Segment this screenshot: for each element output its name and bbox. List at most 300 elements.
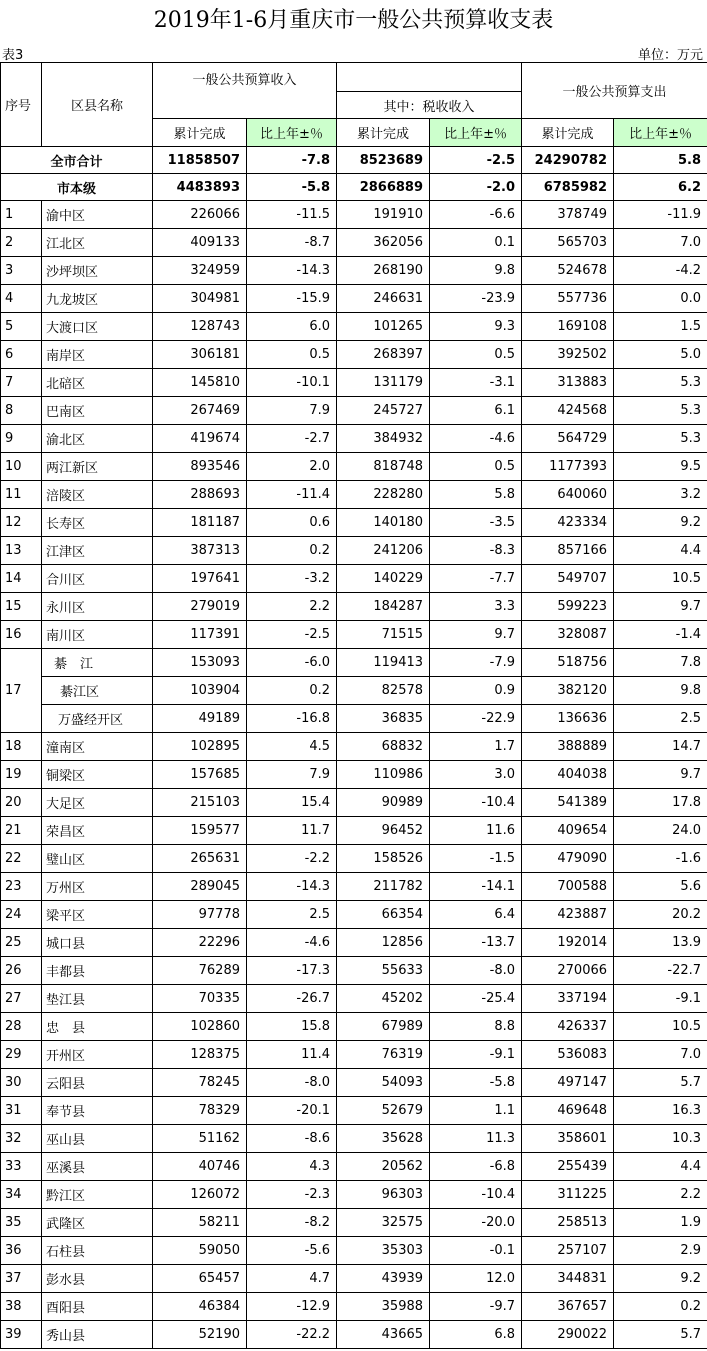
rev-yoy-value: -16.8 bbox=[247, 705, 337, 733]
tax-value: 246631 bbox=[337, 285, 430, 313]
exp-yoy-value: 5.7 bbox=[614, 1069, 707, 1097]
tax-value: 818748 bbox=[337, 453, 430, 481]
exp-yoy-value: 9.5 bbox=[614, 453, 707, 481]
table-row bbox=[1, 705, 707, 733]
tax-value: 268397 bbox=[337, 341, 430, 369]
exp-value: 857166 bbox=[522, 537, 614, 565]
rev-yoy-value: -15.9 bbox=[247, 285, 337, 313]
exp-yoy-value: 0.0 bbox=[614, 285, 707, 313]
table-row bbox=[1, 369, 707, 397]
tax-yoy-value: -6.8 bbox=[430, 1153, 522, 1181]
rev-value: 197641 bbox=[153, 565, 247, 593]
row-seq: 2 bbox=[1, 229, 42, 257]
tax-yoy-value: 0.1 bbox=[430, 229, 522, 257]
table-row bbox=[1, 341, 707, 369]
rev-value: 893546 bbox=[153, 453, 247, 481]
table-row bbox=[1, 1181, 707, 1209]
page-title: 2019年1-6月重庆市一般公共预算收支表 bbox=[153, 8, 554, 33]
tax-value: 43665 bbox=[337, 1321, 430, 1349]
exp-yoy-value: 5.3 bbox=[614, 425, 707, 453]
row-name: 开州区 bbox=[42, 1041, 153, 1069]
rev-yoy-value: 7.9 bbox=[247, 761, 337, 789]
row-seq: 16 bbox=[1, 621, 42, 649]
tax-yoy-value: -25.4 bbox=[430, 985, 522, 1013]
exp-yoy-value: 7.8 bbox=[614, 649, 707, 677]
exp-yoy-value: -22.7 bbox=[614, 957, 707, 985]
rev-value: 46384 bbox=[153, 1293, 247, 1321]
exp-yoy-value: 5.3 bbox=[614, 369, 707, 397]
rev-yoy-value: -10.1 bbox=[247, 369, 337, 397]
tax-value: 228280 bbox=[337, 481, 430, 509]
tax-value: 36835 bbox=[337, 705, 430, 733]
rev-yoy-value: -7.8 bbox=[247, 147, 337, 174]
exp-yoy-value: 7.0 bbox=[614, 1041, 707, 1069]
tax-yoy-value: -10.4 bbox=[430, 789, 522, 817]
row-seq: 17 bbox=[1, 649, 42, 733]
row-name: 涪陵区 bbox=[42, 481, 153, 509]
tax-value: 158526 bbox=[337, 845, 430, 873]
row-name: 城口县 bbox=[42, 929, 153, 957]
rev-value: 306181 bbox=[153, 341, 247, 369]
row-seq: 14 bbox=[1, 565, 42, 593]
tax-value: 90989 bbox=[337, 789, 430, 817]
rev-yoy-value: -5.6 bbox=[247, 1237, 337, 1265]
exp-value: 518756 bbox=[522, 649, 614, 677]
tax-value: 268190 bbox=[337, 257, 430, 285]
row-seq: 8 bbox=[1, 397, 42, 425]
rev-yoy-value: -22.2 bbox=[247, 1321, 337, 1349]
table-row bbox=[1, 481, 707, 509]
exp-value: 270066 bbox=[522, 957, 614, 985]
row-name: 綦江区 bbox=[42, 677, 153, 705]
row-seq: 32 bbox=[1, 1125, 42, 1153]
tax-value: 66354 bbox=[337, 901, 430, 929]
rev-yoy-value: -2.7 bbox=[247, 425, 337, 453]
exp-value: 565703 bbox=[522, 229, 614, 257]
rev-value: 70335 bbox=[153, 985, 247, 1013]
exp-value: 469648 bbox=[522, 1097, 614, 1125]
tax-value: 52679 bbox=[337, 1097, 430, 1125]
tax-value: 76319 bbox=[337, 1041, 430, 1069]
row-name: 武隆区 bbox=[42, 1209, 153, 1237]
table-row bbox=[1, 929, 707, 957]
exp-value: 136636 bbox=[522, 705, 614, 733]
table-row bbox=[1, 761, 707, 789]
table-row bbox=[1, 789, 707, 817]
row-name: 垫江县 bbox=[42, 985, 153, 1013]
rev-yoy-value: -12.9 bbox=[247, 1293, 337, 1321]
row-seq: 25 bbox=[1, 929, 42, 957]
table-row bbox=[1, 565, 707, 593]
tax-yoy-value: -7.7 bbox=[430, 565, 522, 593]
rev-value: 126072 bbox=[153, 1181, 247, 1209]
rev-value: 265631 bbox=[153, 845, 247, 873]
rev-value: 76289 bbox=[153, 957, 247, 985]
table-number: 表3 bbox=[2, 48, 24, 63]
rev-yoy-value: -8.6 bbox=[247, 1125, 337, 1153]
row-seq: 29 bbox=[1, 1041, 42, 1069]
district-rows-continued bbox=[1, 733, 707, 1349]
row-name: 大足区 bbox=[42, 789, 153, 817]
tax-yoy-value: -9.7 bbox=[430, 1293, 522, 1321]
exp-value: 337194 bbox=[522, 985, 614, 1013]
rev-yoy-value: 6.0 bbox=[247, 313, 337, 341]
tax-value: 32575 bbox=[337, 1209, 430, 1237]
exp-yoy-value: 7.0 bbox=[614, 229, 707, 257]
tax-value: 96452 bbox=[337, 817, 430, 845]
row-seq: 15 bbox=[1, 593, 42, 621]
tax-value: 55633 bbox=[337, 957, 430, 985]
table-row bbox=[1, 817, 707, 845]
exp-value: 367657 bbox=[522, 1293, 614, 1321]
exp-value: 404038 bbox=[522, 761, 614, 789]
rev-value: 58211 bbox=[153, 1209, 247, 1237]
exp-value: 328087 bbox=[522, 621, 614, 649]
tax-yoy-value: 11.3 bbox=[430, 1125, 522, 1153]
table-row bbox=[1, 733, 707, 761]
row-name: 石柱县 bbox=[42, 1237, 153, 1265]
exp-value: 423334 bbox=[522, 509, 614, 537]
tax-yoy-value: 9.3 bbox=[430, 313, 522, 341]
tax-value: 54093 bbox=[337, 1069, 430, 1097]
rev-value: 49189 bbox=[153, 705, 247, 733]
row-seq: 4 bbox=[1, 285, 42, 313]
row-seq: 11 bbox=[1, 481, 42, 509]
exp-value: 290022 bbox=[522, 1321, 614, 1349]
rev-yoy-value: -2.2 bbox=[247, 845, 337, 873]
rev-value: 181187 bbox=[153, 509, 247, 537]
row-seq: 34 bbox=[1, 1181, 42, 1209]
rev-yoy-value: -2.5 bbox=[247, 621, 337, 649]
exp-value: 536083 bbox=[522, 1041, 614, 1069]
tax-value: 140229 bbox=[337, 565, 430, 593]
tax-yoy-value: 6.1 bbox=[430, 397, 522, 425]
row-name: 江北区 bbox=[42, 229, 153, 257]
rev-value: 103904 bbox=[153, 677, 247, 705]
exp-yoy-value: 5.7 bbox=[614, 1321, 707, 1349]
table-row bbox=[1, 509, 707, 537]
exp-yoy-value: 5.0 bbox=[614, 341, 707, 369]
row-seq: 1 bbox=[1, 201, 42, 229]
exp-yoy-value: 4.4 bbox=[614, 537, 707, 565]
exp-yoy-value: -1.6 bbox=[614, 845, 707, 873]
table-row bbox=[1, 257, 707, 285]
rev-yoy-value: -20.1 bbox=[247, 1097, 337, 1125]
row-seq: 33 bbox=[1, 1153, 42, 1181]
tax-value: 96303 bbox=[337, 1181, 430, 1209]
header-revenue: 一般公共预算收入 bbox=[153, 63, 337, 119]
rev-yoy-value: -8.2 bbox=[247, 1209, 337, 1237]
exp-yoy-value: 4.4 bbox=[614, 1153, 707, 1181]
tax-yoy-value: -13.7 bbox=[430, 929, 522, 957]
exp-value: 358601 bbox=[522, 1125, 614, 1153]
rev-value: 78245 bbox=[153, 1069, 247, 1097]
tax-yoy-value: -1.5 bbox=[430, 845, 522, 873]
exp-value: 479090 bbox=[522, 845, 614, 873]
row-seq: 24 bbox=[1, 901, 42, 929]
tax-value: 35628 bbox=[337, 1125, 430, 1153]
table-row bbox=[1, 1209, 707, 1237]
exp-yoy-value: 17.8 bbox=[614, 789, 707, 817]
exp-yoy-value: 2.9 bbox=[614, 1237, 707, 1265]
rev-value: 279019 bbox=[153, 593, 247, 621]
table-row bbox=[1, 1265, 707, 1293]
exp-value: 564729 bbox=[522, 425, 614, 453]
exp-yoy-value: -9.1 bbox=[614, 985, 707, 1013]
tax-yoy-value: 5.8 bbox=[430, 481, 522, 509]
exp-yoy-value: 3.2 bbox=[614, 481, 707, 509]
row-name: 璧山区 bbox=[42, 845, 153, 873]
tax-value: 68832 bbox=[337, 733, 430, 761]
row-seq: 38 bbox=[1, 1293, 42, 1321]
exp-yoy-value: 5.3 bbox=[614, 397, 707, 425]
tax-value: 45202 bbox=[337, 985, 430, 1013]
row-name: 北碚区 bbox=[42, 369, 153, 397]
exp-value: 700588 bbox=[522, 873, 614, 901]
tax-yoy-value: 12.0 bbox=[430, 1265, 522, 1293]
row-name: 南岸区 bbox=[42, 341, 153, 369]
table-row bbox=[1, 1069, 707, 1097]
tax-yoy-value: 8.8 bbox=[430, 1013, 522, 1041]
row-name: 云阳县 bbox=[42, 1069, 153, 1097]
row-name: 长寿区 bbox=[42, 509, 153, 537]
row-name: 大渡口区 bbox=[42, 313, 153, 341]
tax-yoy-value: -2.0 bbox=[430, 174, 522, 201]
row-name: 两江新区 bbox=[42, 453, 153, 481]
rev-value: 40746 bbox=[153, 1153, 247, 1181]
exp-yoy-value: 9.8 bbox=[614, 677, 707, 705]
row-name: 巫山县 bbox=[42, 1125, 153, 1153]
rev-value: 102895 bbox=[153, 733, 247, 761]
tax-value: 82578 bbox=[337, 677, 430, 705]
tax-yoy-value: -8.3 bbox=[430, 537, 522, 565]
tax-yoy-value: -23.9 bbox=[430, 285, 522, 313]
tax-value: 131179 bbox=[337, 369, 430, 397]
table-row bbox=[1, 313, 707, 341]
rev-yoy-value: -14.3 bbox=[247, 257, 337, 285]
district-rows bbox=[1, 201, 707, 649]
rev-yoy-value: -8.0 bbox=[247, 1069, 337, 1097]
row-name: 秀山县 bbox=[42, 1321, 153, 1349]
exp-value: 549707 bbox=[522, 565, 614, 593]
tax-value: 119413 bbox=[337, 649, 430, 677]
tax-value: 35988 bbox=[337, 1293, 430, 1321]
row-name: 綦 江 bbox=[42, 649, 153, 677]
row-seq: 3 bbox=[1, 257, 42, 285]
header-expenditure: 一般公共预算支出 bbox=[522, 63, 707, 119]
exp-yoy-value: -4.2 bbox=[614, 257, 707, 285]
header-tax-spacer bbox=[337, 63, 522, 92]
rev-value: 4483893 bbox=[153, 174, 247, 201]
tax-yoy-value: -3.5 bbox=[430, 509, 522, 537]
tax-yoy-value: 6.8 bbox=[430, 1321, 522, 1349]
rev-yoy-value: 15.4 bbox=[247, 789, 337, 817]
header-region: 区县名称 bbox=[42, 63, 153, 147]
table-row bbox=[1, 1041, 707, 1069]
exp-value: 313883 bbox=[522, 369, 614, 397]
row-name: 合川区 bbox=[42, 565, 153, 593]
tax-value: 362056 bbox=[337, 229, 430, 257]
row-seq: 30 bbox=[1, 1069, 42, 1097]
exp-yoy-value: -11.9 bbox=[614, 201, 707, 229]
tax-value: 12856 bbox=[337, 929, 430, 957]
tax-value: 71515 bbox=[337, 621, 430, 649]
summary-row-total bbox=[1, 147, 707, 174]
row-seq: 22 bbox=[1, 845, 42, 873]
tax-value: 245727 bbox=[337, 397, 430, 425]
header-exp-yoy: 比上年±％ bbox=[614, 119, 707, 147]
tax-yoy-value: -22.9 bbox=[430, 705, 522, 733]
rev-yoy-value: 0.5 bbox=[247, 341, 337, 369]
rev-value: 128375 bbox=[153, 1041, 247, 1069]
exp-yoy-value: 20.2 bbox=[614, 901, 707, 929]
row-name: 忠 县 bbox=[42, 1013, 153, 1041]
exp-yoy-value: 14.7 bbox=[614, 733, 707, 761]
row-seq: 18 bbox=[1, 733, 42, 761]
rev-yoy-value: 11.4 bbox=[247, 1041, 337, 1069]
row-name: 彭水县 bbox=[42, 1265, 153, 1293]
rev-yoy-value: -8.7 bbox=[247, 229, 337, 257]
header-tax-of-which: 其中：税收收入 bbox=[337, 92, 522, 119]
tax-value: 35303 bbox=[337, 1237, 430, 1265]
row-name: 南川区 bbox=[42, 621, 153, 649]
rev-value: 78329 bbox=[153, 1097, 247, 1125]
row-name: 万盛经开区 bbox=[42, 705, 153, 733]
row-seq: 19 bbox=[1, 761, 42, 789]
table-row bbox=[1, 845, 707, 873]
exp-value: 424568 bbox=[522, 397, 614, 425]
exp-yoy-value: -1.4 bbox=[614, 621, 707, 649]
row-seq: 10 bbox=[1, 453, 42, 481]
row-seq: 12 bbox=[1, 509, 42, 537]
rev-yoy-value: 2.5 bbox=[247, 901, 337, 929]
exp-yoy-value: 13.9 bbox=[614, 929, 707, 957]
row-name: 巴南区 bbox=[42, 397, 153, 425]
exp-yoy-value: 10.5 bbox=[614, 1013, 707, 1041]
rev-value: 304981 bbox=[153, 285, 247, 313]
rev-yoy-value: 4.7 bbox=[247, 1265, 337, 1293]
table-row bbox=[1, 453, 707, 481]
rev-yoy-value: 4.5 bbox=[247, 733, 337, 761]
rev-value: 226066 bbox=[153, 201, 247, 229]
tax-value: 384932 bbox=[337, 425, 430, 453]
table-row bbox=[1, 229, 707, 257]
table-row bbox=[1, 1097, 707, 1125]
rev-yoy-value: -6.0 bbox=[247, 649, 337, 677]
district-group-17 bbox=[1, 649, 707, 733]
rev-value: 157685 bbox=[153, 761, 247, 789]
row-name: 梁平区 bbox=[42, 901, 153, 929]
exp-yoy-value: 5.8 bbox=[614, 147, 707, 174]
exp-value: 392502 bbox=[522, 341, 614, 369]
rev-value: 65457 bbox=[153, 1265, 247, 1293]
rev-value: 22296 bbox=[153, 929, 247, 957]
rev-yoy-value: -5.8 bbox=[247, 174, 337, 201]
table-row bbox=[1, 1125, 707, 1153]
tax-yoy-value: 0.5 bbox=[430, 341, 522, 369]
rev-yoy-value: 0.2 bbox=[247, 537, 337, 565]
exp-value: 255439 bbox=[522, 1153, 614, 1181]
rev-value: 289045 bbox=[153, 873, 247, 901]
tax-value: 184287 bbox=[337, 593, 430, 621]
rev-value: 288693 bbox=[153, 481, 247, 509]
exp-value: 557736 bbox=[522, 285, 614, 313]
rev-value: 97778 bbox=[153, 901, 247, 929]
table-row bbox=[1, 397, 707, 425]
row-seq: 6 bbox=[1, 341, 42, 369]
exp-value: 1177393 bbox=[522, 453, 614, 481]
row-name: 江津区 bbox=[42, 537, 153, 565]
table-row bbox=[1, 1013, 707, 1041]
budget-table bbox=[0, 62, 707, 1349]
tax-yoy-value: -8.0 bbox=[430, 957, 522, 985]
tax-yoy-value: -20.0 bbox=[430, 1209, 522, 1237]
table-row bbox=[1, 985, 707, 1013]
table-row bbox=[1, 201, 707, 229]
exp-yoy-value: 6.2 bbox=[614, 174, 707, 201]
tax-yoy-value: 3.3 bbox=[430, 593, 522, 621]
exp-value: 192014 bbox=[522, 929, 614, 957]
rev-value: 51162 bbox=[153, 1125, 247, 1153]
exp-yoy-value: 9.7 bbox=[614, 593, 707, 621]
exp-value: 169108 bbox=[522, 313, 614, 341]
table-header bbox=[1, 63, 707, 147]
rev-yoy-value: -4.6 bbox=[247, 929, 337, 957]
exp-value: 409654 bbox=[522, 817, 614, 845]
tax-yoy-value: 1.1 bbox=[430, 1097, 522, 1125]
row-name: 酉阳县 bbox=[42, 1293, 153, 1321]
row-seq: 20 bbox=[1, 789, 42, 817]
row-seq: 13 bbox=[1, 537, 42, 565]
rev-yoy-value: -14.3 bbox=[247, 873, 337, 901]
tax-value: 241206 bbox=[337, 537, 430, 565]
rev-yoy-value: 7.9 bbox=[247, 397, 337, 425]
exp-yoy-value: 9.2 bbox=[614, 509, 707, 537]
rev-yoy-value: -11.4 bbox=[247, 481, 337, 509]
summary-name: 全市合计 bbox=[1, 147, 153, 174]
tax-value: 2866889 bbox=[337, 174, 430, 201]
tax-value: 20562 bbox=[337, 1153, 430, 1181]
tax-value: 211782 bbox=[337, 873, 430, 901]
exp-value: 541389 bbox=[522, 789, 614, 817]
row-seq: 5 bbox=[1, 313, 42, 341]
rev-value: 52190 bbox=[153, 1321, 247, 1349]
rev-yoy-value: 11.7 bbox=[247, 817, 337, 845]
tax-yoy-value: 0.5 bbox=[430, 453, 522, 481]
exp-value: 378749 bbox=[522, 201, 614, 229]
table-row bbox=[1, 901, 707, 929]
tax-yoy-value: -3.1 bbox=[430, 369, 522, 397]
row-name: 渝中区 bbox=[42, 201, 153, 229]
tax-yoy-value: 1.7 bbox=[430, 733, 522, 761]
header-rev-yoy: 比上年±％ bbox=[247, 119, 337, 147]
exp-value: 423887 bbox=[522, 901, 614, 929]
tax-value: 140180 bbox=[337, 509, 430, 537]
rev-value: 419674 bbox=[153, 425, 247, 453]
exp-value: 6785982 bbox=[522, 174, 614, 201]
row-seq: 35 bbox=[1, 1209, 42, 1237]
table-row bbox=[1, 285, 707, 313]
exp-value: 497147 bbox=[522, 1069, 614, 1097]
exp-yoy-value: 10.3 bbox=[614, 1125, 707, 1153]
tax-yoy-value: -7.9 bbox=[430, 649, 522, 677]
tax-value: 43939 bbox=[337, 1265, 430, 1293]
row-name: 永川区 bbox=[42, 593, 153, 621]
exp-value: 24290782 bbox=[522, 147, 614, 174]
tax-value: 101265 bbox=[337, 313, 430, 341]
rev-yoy-value: 4.3 bbox=[247, 1153, 337, 1181]
unit-label: 单位：万元 bbox=[637, 48, 703, 63]
